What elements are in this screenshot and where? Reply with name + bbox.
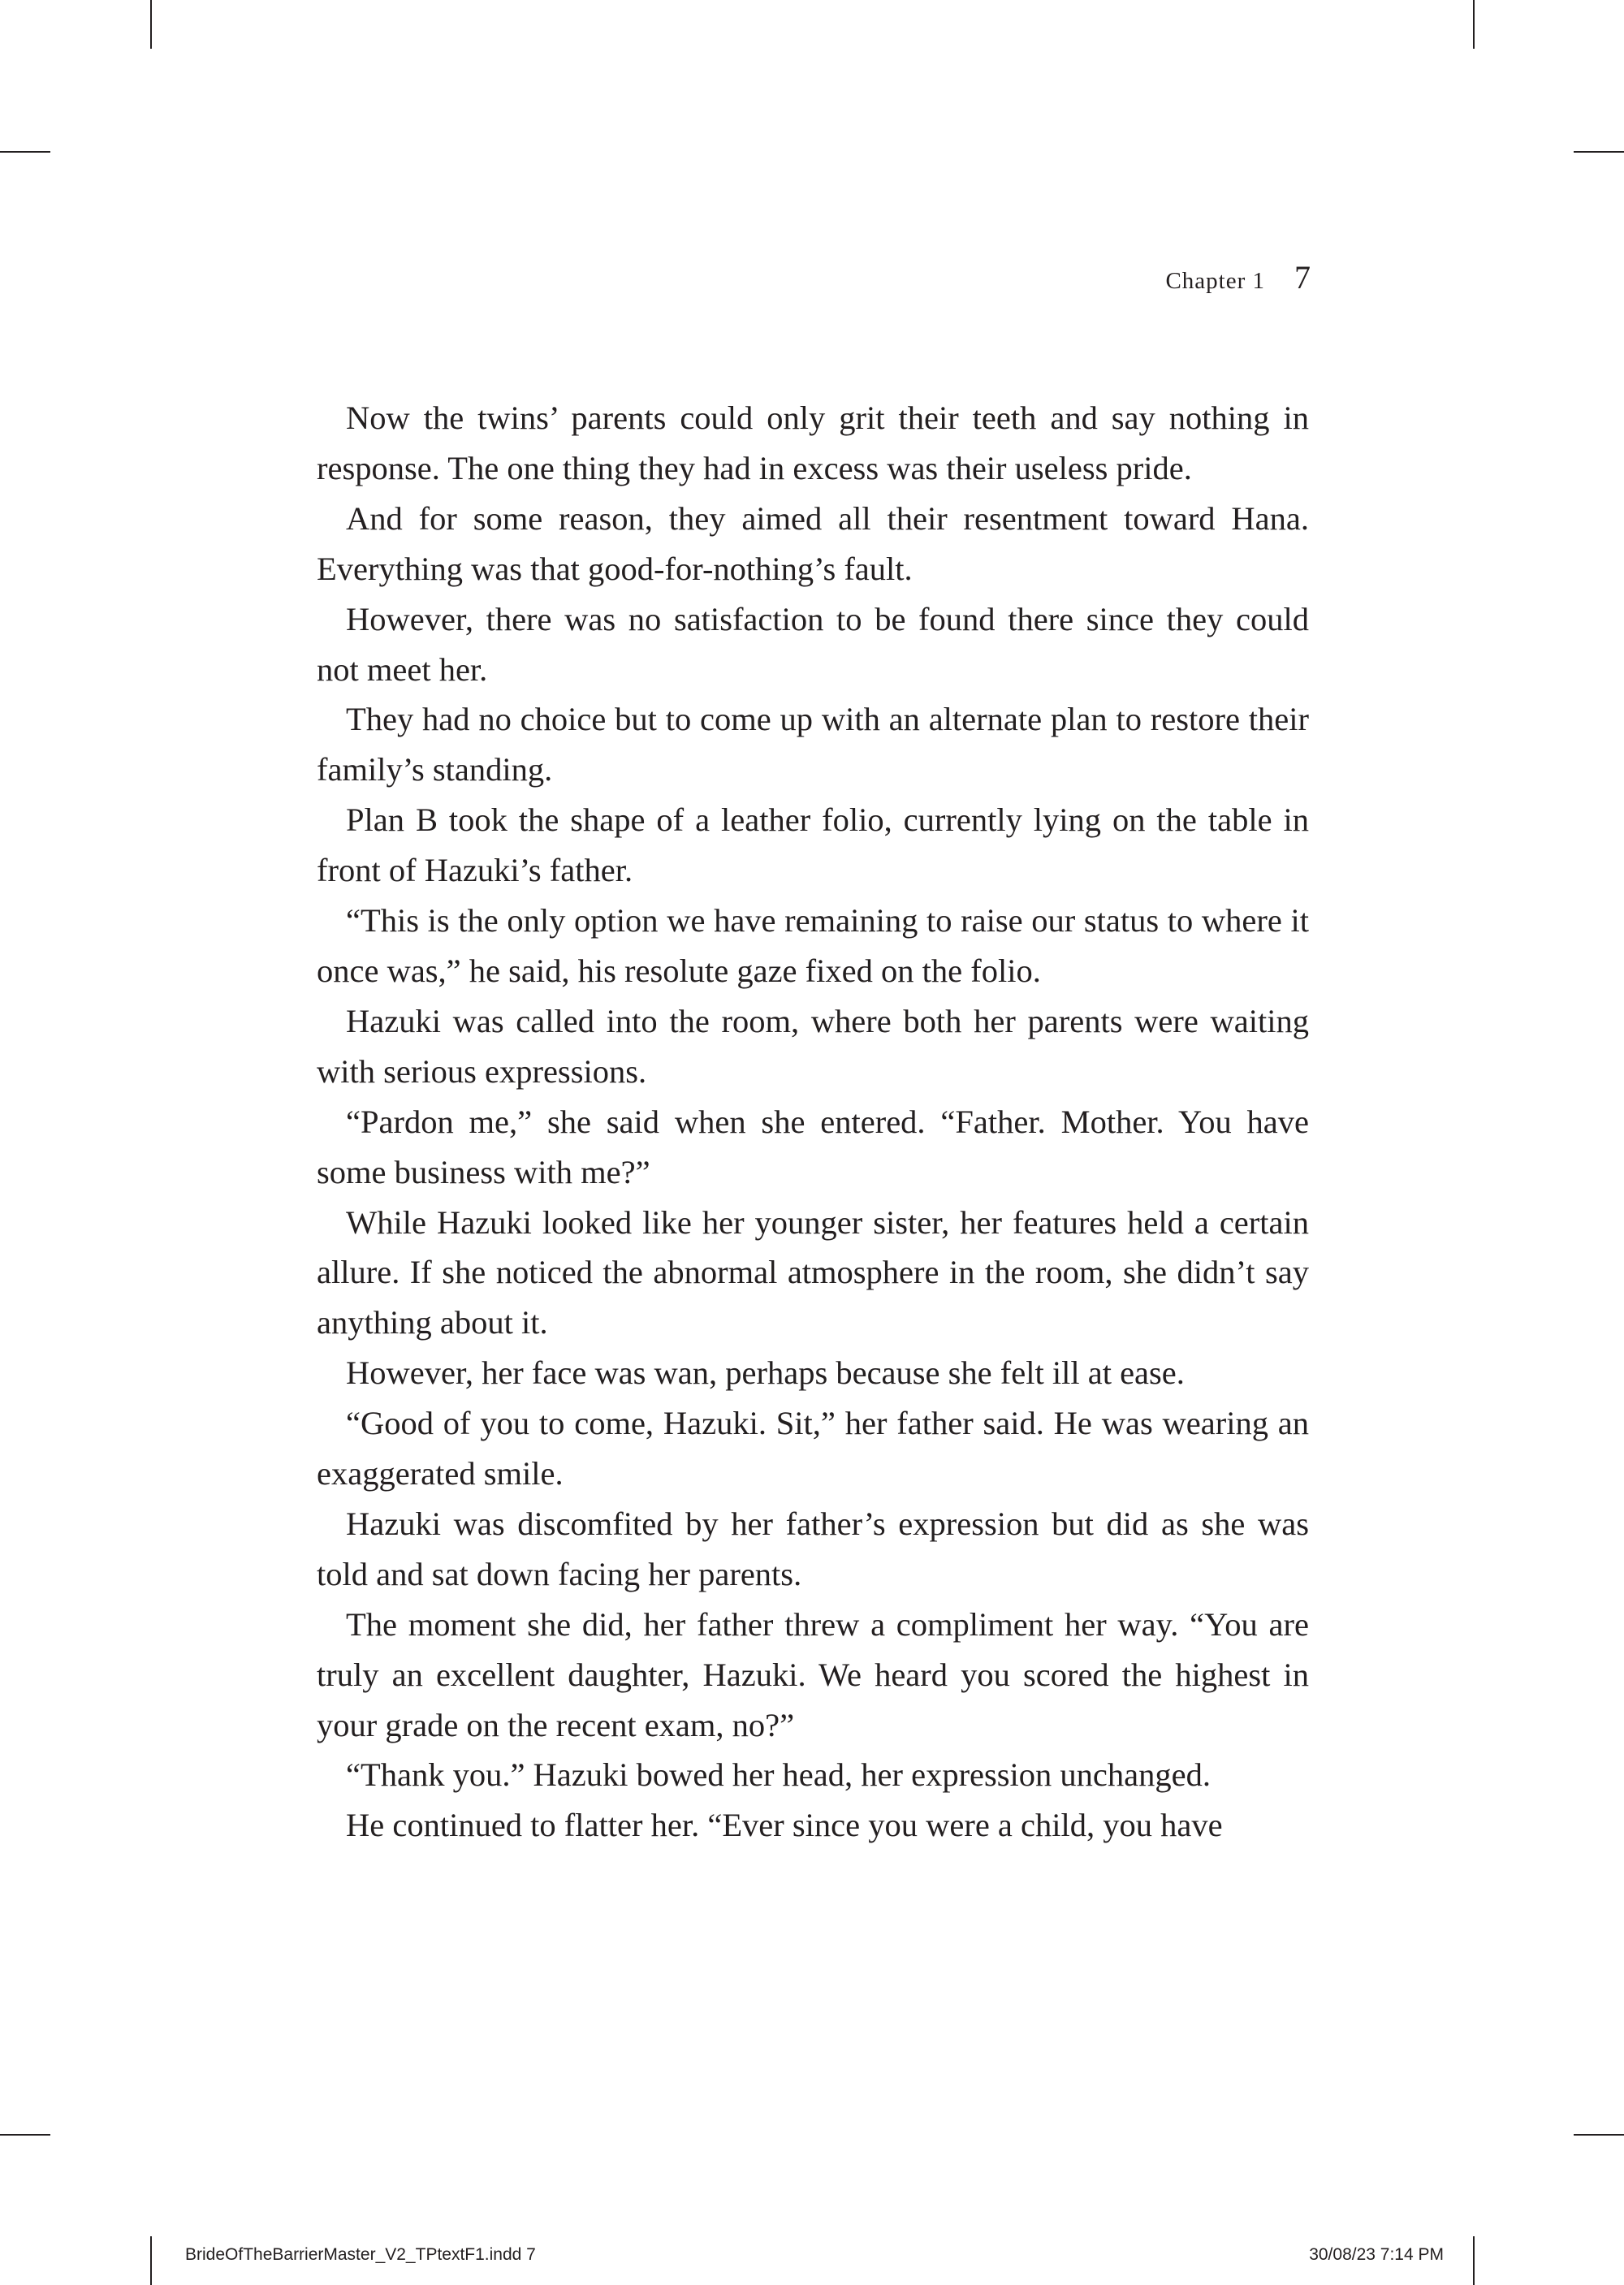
- paragraph: However, there was no satisfaction to be found there since they could not meet her.: [317, 600, 1309, 688]
- paragraph: Now the twins’ parents could only grit their teeth and say nothing in response. The one thing they had in excess was their useless pride.: [317, 400, 1309, 486]
- paragraph: They had no choice but to come up with an alternate plan to restore their family’s standing.: [317, 701, 1309, 788]
- paragraph: However, her face was wan, perhaps because she felt ill at ease.: [346, 1354, 1185, 1392]
- paragraph: Hazuki was discomfited by her father’s expression but did as she was told and sat down facing her parents.: [317, 1505, 1309, 1592]
- slug-filename: BrideOfTheBarrierMaster_V2_TPtextF1.indd 7: [185, 2245, 536, 2264]
- paragraph: Plan B took the shape of a leather folio, currently lying on the table in front of Hazuki’s father.: [317, 801, 1309, 889]
- paragraph: Hazuki was called into the room, where both her parents were waiting with serious expressions.: [317, 1002, 1309, 1090]
- crop-mark-left-top: [0, 151, 50, 153]
- crop-mark-right-top: [1574, 151, 1624, 153]
- crop-mark-top-left: [150, 0, 152, 49]
- crop-mark-top-right: [1473, 0, 1475, 49]
- paragraph: “Thank you.” Hazuki bowed her head, her expression unchanged.: [346, 1756, 1211, 1794]
- paragraph: “This is the only option we have remaining to raise our status to where it once was,” he said, his resolute gaze fixed on the folio.: [317, 902, 1309, 989]
- body-text: [317, 393, 1309, 1851]
- crop-mark-bottom-right: [1473, 2236, 1475, 2285]
- paragraph: “Good of you to come, Hazuki. Sit,” her father said. He was wearing an exaggerated smile.: [317, 1405, 1309, 1492]
- paragraph: While Hazuki looked like her younger sister, her features held a certain allure. If she noticed the abnormal atmosphere in the room, she didn’t say anything about it.: [317, 1203, 1309, 1341]
- paragraph: “Pardon me,” she said when she entered. “Father. Mother. You have some business with me?”: [317, 1103, 1309, 1190]
- paragraph: The moment she did, her father threw a compliment her way. “You are truly an excellent daughter, Hazuki. We heard you scored the highest in your grade on the recent exam, no?”: [317, 1605, 1309, 1743]
- paragraph: He continued to flatter her. “Ever since you were a child, you have: [346, 1807, 1223, 1844]
- slug-timestamp: 30/08/23 7:14 PM: [1309, 2245, 1444, 2264]
- paragraph: And for some reason, they aimed all their resentment toward Hana. Everything was that good-for-nothing’s fault.: [317, 499, 1309, 587]
- crop-mark-right-bottom: [1574, 2134, 1624, 2136]
- crop-mark-left-bottom: [0, 2134, 50, 2136]
- crop-mark-bottom-left: [150, 2236, 152, 2285]
- page-number: 7: [1294, 259, 1311, 296]
- running-head: [1165, 258, 1311, 296]
- chapter-label: Chapter 1: [1165, 268, 1265, 294]
